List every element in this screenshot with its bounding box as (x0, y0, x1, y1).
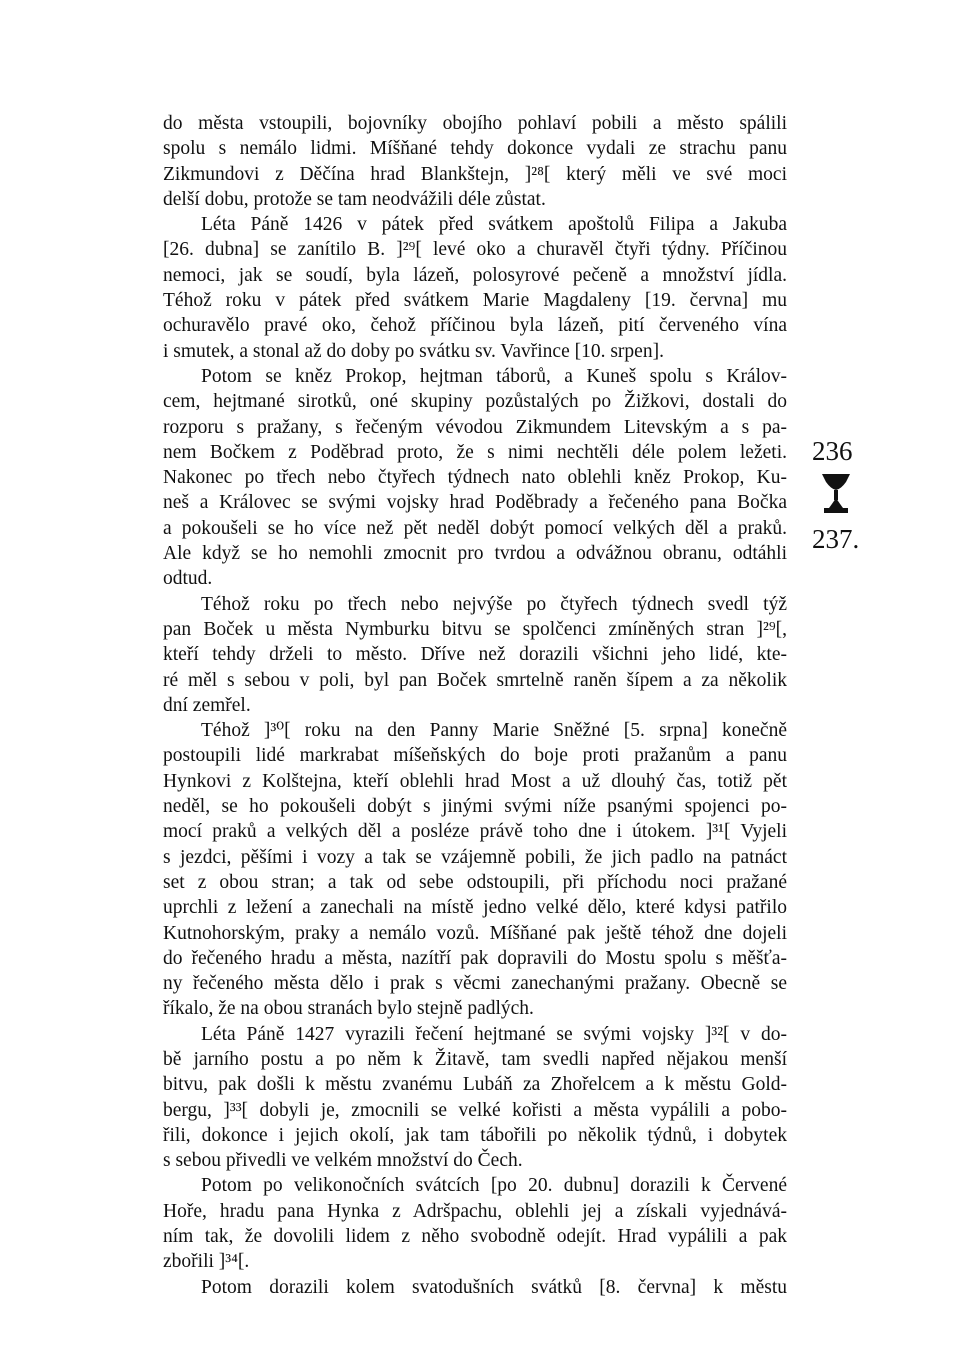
text-line: bergu, ]³³[ dobyli je, zmocnili se velké kořisti a města vypálili a pobo- (163, 1099, 787, 1121)
text-line: řili, dokonce i jejich okolí, jak tam tábořili po několik týdnů, i dobytek (163, 1124, 787, 1146)
text-line: odtud. (163, 568, 213, 590)
text-line: Ale když se ho nemohli zmocnit pro tvrdou a odvážnou obranu, odtáhli (163, 543, 787, 565)
text-line: nem Bočkem z Poděbrad proto, že s nimi nechtěli déle polem ležeti. (163, 441, 787, 463)
text-line: ré měl s sebou v poli, byl pan Boček smrtelně raněn šípem a za několik (163, 669, 787, 691)
page-number-236: 236 (812, 436, 853, 466)
text-line: Hynkovi z Kolštejna, kteří oblehli hrad Most a už dlouhý čas, totiž pět (163, 770, 787, 792)
text-line: Hoře, hradu pana Hynka z Adršpachu, oblehli jej a získali vyjednává- (163, 1200, 787, 1222)
text-line: postoupili lidé markrabat míšeňských do boje proti pražanům a panu (163, 745, 787, 767)
text-line: ochuravělo pravé oko, čehož příčinou byla lázeň, pití červeného vína (163, 315, 787, 337)
text-line: [26. dubna] se zanítilo B. ]²⁹[ levé oko a churavěl čtyři týdny. Příčinou (163, 239, 787, 261)
text-line: Potom dorazili kolem svatodušních svátků [8. června] k městu (201, 1276, 787, 1298)
text-line: zbořili ]³⁴[. (163, 1251, 250, 1273)
text-line: Téhož ]³⁰[ roku na den Panny Marie Sněžné [5. srpna] konečně (201, 720, 787, 742)
text-line: Potom po velikonočních svátcích [po 20. dubnu] dorazili k Červené (201, 1175, 787, 1197)
text-line: Potom se kněz Prokop, hejtman táborů, a Kuneš spolu s Králov- (201, 365, 787, 387)
text-line: cem, hejtmané sirotků, oné skupiny pozůstalých po Žižkovi, dostali do (163, 391, 787, 413)
paragraph (163, 1022, 787, 1174)
text-line: ním tak, že dovolili lidem z něho svobodně odejít. Hrad vypálili a pak (163, 1226, 787, 1248)
text-line: spolu s nemálo lidmi. Míšňané tehdy dokonce vydali ze strachu panu (163, 138, 787, 160)
text-line: do řečeného hradu a města, nazítří pak dopravili do Mostu spolu s měšťa- (163, 947, 787, 969)
text-line: i smutek, a stonal až do doby po svátku sv. Vavřince [10. srpen]. (163, 340, 664, 362)
text-line: Zikmundovi z Děčína hrad Blankštejn, ]²⁸[ který měli ve své moci (163, 163, 787, 185)
text-line: rozporu s pražany, s řečeným vévodou Zikmundem Litevským a s pa- (163, 416, 787, 438)
text-line: s sebou přivedli ve velkém množství do Čech. (163, 1150, 523, 1172)
text-line: kteří tehdy drželi to město. Dříve než dorazili všichni jeho lidé, kte- (163, 644, 787, 666)
paragraph (163, 1173, 787, 1274)
text-line: mocí praků a velkých děl a posléze právě toho dne i útokem. ]³¹[ Vyjeli (163, 821, 787, 843)
text-line: delší dobu, protože se tam neodvážili déle zůstat. (163, 188, 546, 210)
text-line: nemoci, jak se soudí, byla lázeň, polosyrové pečeně a množství jídla. (163, 264, 787, 286)
text-line: bě jarního postu a po něm k Žitavě, tam svedli napřed nějakou menší (163, 1048, 787, 1070)
paragraph (163, 364, 787, 592)
text-line: do města vstoupili, bojovníky obojího pohlaví pobili a město spálili (163, 113, 787, 134)
text-line: s jezdci, pěšími i vozy a tak se vzájemně pobili, že jich padlo na patnáct (163, 846, 787, 868)
paragraph (163, 212, 787, 364)
text-line: Léta Páně 1426 v pátek před svátkem apoštolů Filipa a Jakuba (201, 214, 787, 236)
text-line: pan Boček u města Nymburku bitvu se spolčenci zmíněných stran ]²⁹[, (163, 618, 787, 640)
text-line: neděl, se ho pokoušeli dobýt s jinými svými níže psanými spojenci po- (163, 796, 787, 818)
text-line: Nakonec po třech nebo čtyřech týdnech nato oblehli kněz Prokop, Ku- (163, 467, 787, 489)
text-line: říkalo, že na obou stranách bylo stejně padlých. (163, 998, 534, 1020)
page-number-237: 237. (812, 524, 860, 554)
text-line: Léta Páně 1427 vyrazili řečení hejtmané se svými vojsky ]³²[ v do- (201, 1023, 787, 1045)
text-line: Téhož roku po třech nebo nejvýše po čtyřech týdnech svedl týž (201, 593, 787, 615)
text-line: ny řečeného města dělo i prak s věcmi zanechanými pražany. Obecně se (163, 973, 787, 995)
text-line: a pokoušeli se ho více než pět neděl dobýt pomocí velkých děl a praků. (163, 517, 787, 539)
paragraph (163, 111, 787, 212)
text-line: Kutnohorským, praky a nemálo vozů. Míšňané pak ještě téhož dne dojeli (163, 922, 787, 944)
chalice-icon (816, 472, 856, 518)
text-line: uprchli z ležení a zanechali na místě jedno velké dělo, které kdysi patřilo (163, 897, 787, 919)
paragraph (163, 718, 787, 1022)
paragraph (163, 592, 787, 718)
text-line: neš a Královec se svými vojsky hrad Poděbrady a řečeného pana Bočka (163, 492, 787, 514)
page-text (163, 111, 787, 1300)
text-line: set z obou stran; a tak od sebe odstoupili, při příchodu noci pražané (163, 871, 787, 893)
text-line: bitvu, pak došli k městu zvanému Lubáň za Zhořelcem a k městu Gold- (163, 1074, 787, 1096)
text-line: dní zemřel. (163, 694, 251, 716)
text-line: Téhož roku v pátek před svátkem Marie Magdaleny [19. června] mu (163, 290, 787, 312)
margin-page-markers (812, 436, 882, 554)
paragraph (163, 1275, 787, 1300)
